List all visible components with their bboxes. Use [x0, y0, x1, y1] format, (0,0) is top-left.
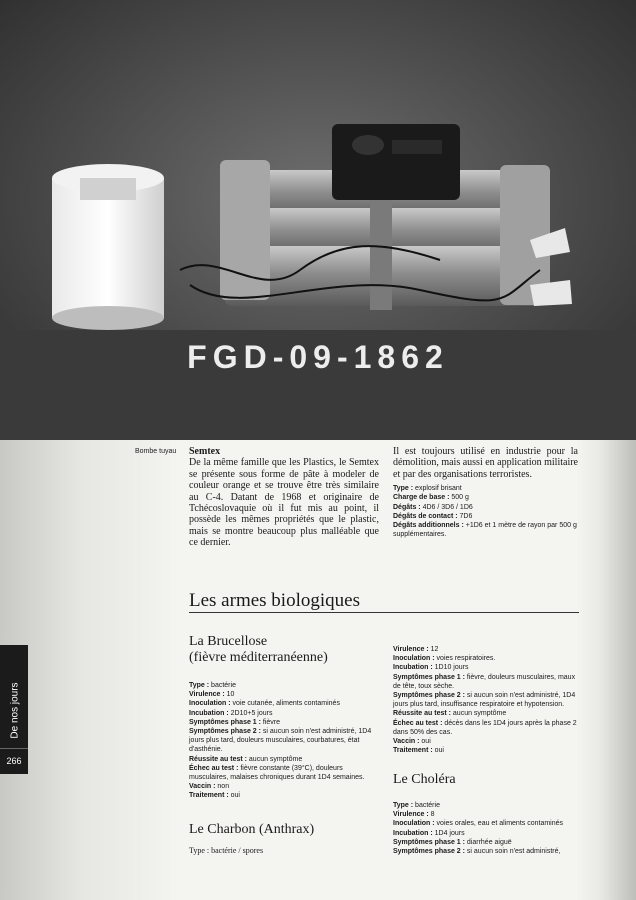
- stat-line: Dégâts : 4D6 / 3D6 / 1D6: [393, 503, 473, 511]
- stat-line: Dégâts de contact : 7D6: [393, 512, 473, 520]
- charbon-type-line: Type : bactérie / spores: [189, 846, 264, 855]
- stat-line: Traitement : oui: [189, 792, 240, 800]
- stat-line: Vaccin : non: [189, 783, 230, 791]
- stat-line: Symptômes phase 2 : si aucun soin n'est administré, 1D4 jours plus tard, douleurs musculaires, courbatures, état d'asthénie.: [189, 728, 372, 754]
- charbon-title: Le Charbon (Anthrax): [189, 822, 315, 837]
- semtex-stats: [393, 484, 578, 539]
- semtex-continued: [393, 446, 578, 539]
- stat-line: Inoculation : voie cutanée, aliments contaminés: [189, 700, 340, 708]
- stat-line: Symptômes phase 2 : si aucun soin n'est administré, 1D4 jours plus tard, insuffisance respiratoire et hypotension.: [393, 692, 576, 709]
- semtex-title: Semtex: [189, 446, 221, 457]
- stat-line: Symptômes phase 1 : diarrhée aiguë: [393, 838, 512, 846]
- stat-line: Incubation : 1D10 jours: [393, 664, 469, 672]
- semtex-text: De la même famille que les Plastics, le Semtex se présente sous forme de pâte à modeler de couleur orange et se trouve être très similaire au C-4. Datant de 1968 et originaire de Tchécoslovaquie où il fut mis au point, il possède les mêmes propriétés que le plastic, mais se montre beaucoup plus malléable que ce dernier.: [189, 457, 379, 549]
- stat-line: Incubation : 1D4 jours: [393, 829, 465, 837]
- photo-caption: Bombe tuyau: [135, 448, 177, 455]
- section-rule: [189, 612, 579, 613]
- cholera-title: Le Choléra: [393, 772, 456, 787]
- serial-number: FGD-09-1862: [187, 339, 449, 375]
- cholera-stats: [393, 801, 583, 856]
- stat-line: Type : bactérie: [189, 682, 236, 689]
- stat-line: Échec au test : fièvre constante (39°C), douleurs musculaires, malaises chroniques durant 1D4 semaines.: [189, 764, 365, 782]
- stat-line: Réussite au test : aucun symptôme: [189, 755, 303, 763]
- stat-line: Dégâts additionnels : +1D6 et 1 mètre de rayon par 500 g supplémentaires.: [393, 522, 577, 539]
- stat-line: Charge de base : 500 g: [393, 494, 469, 502]
- pipe-bomb-photo: [0, 0, 636, 440]
- brucellose-heading: [189, 634, 328, 666]
- stat-line: Inoculation : voies respiratoires.: [393, 655, 496, 663]
- stat-line: Traitement : oui: [393, 747, 444, 755]
- stat-line: Inoculation : voies orales, eau et aliments contaminés: [393, 820, 564, 828]
- semtex-continued-text: Il est toujours utilisé en industrie pour la démolition, mais aussi en application militaire et par des organisations terroristes.: [393, 446, 578, 480]
- stat-line: Virulence : 10: [189, 691, 235, 699]
- stat-line: Type : explosif brisant: [393, 485, 462, 493]
- stat-line: Incubation : 2D10+5 jours: [189, 709, 273, 717]
- stat-line: Vaccin : oui: [393, 738, 431, 746]
- stat-line: Réussite au test : aucun symptôme: [393, 710, 507, 718]
- spool: [52, 164, 164, 330]
- stat-line: Symptômes phase 1 : fièvre: [189, 718, 281, 726]
- brucellose-subtitle: (fièvre méditerranéenne): [189, 650, 328, 665]
- chapter-label: De nos jours: [9, 682, 21, 739]
- right-grunge-margin: [576, 440, 636, 900]
- stat-line: Type : bactérie: [393, 802, 440, 809]
- brucellose-title: La Brucellose: [189, 634, 268, 649]
- section-title: Les armes biologiques: [189, 590, 360, 611]
- page-number: 266: [0, 748, 28, 774]
- semtex-block: [189, 446, 379, 549]
- stat-line: Symptômes phase 2 : si aucun soin n'est administré,: [393, 848, 561, 856]
- stat-line: Virulence : 12: [393, 646, 439, 653]
- brucellose-stats: [189, 681, 379, 801]
- right-column-stats: [393, 645, 583, 755]
- stat-line: Échec au test : décès dans les 1D4 jours après la phase 2 dans 50% des cas.: [393, 719, 577, 736]
- timer-box: [332, 124, 460, 200]
- stat-line: Symptômes phase 1 : fièvre, douleurs musculaires, maux de tête, toux sèche.: [393, 673, 576, 690]
- pipe-bomb-illustration: [0, 0, 636, 440]
- stat-line: Virulence : 8: [393, 811, 435, 819]
